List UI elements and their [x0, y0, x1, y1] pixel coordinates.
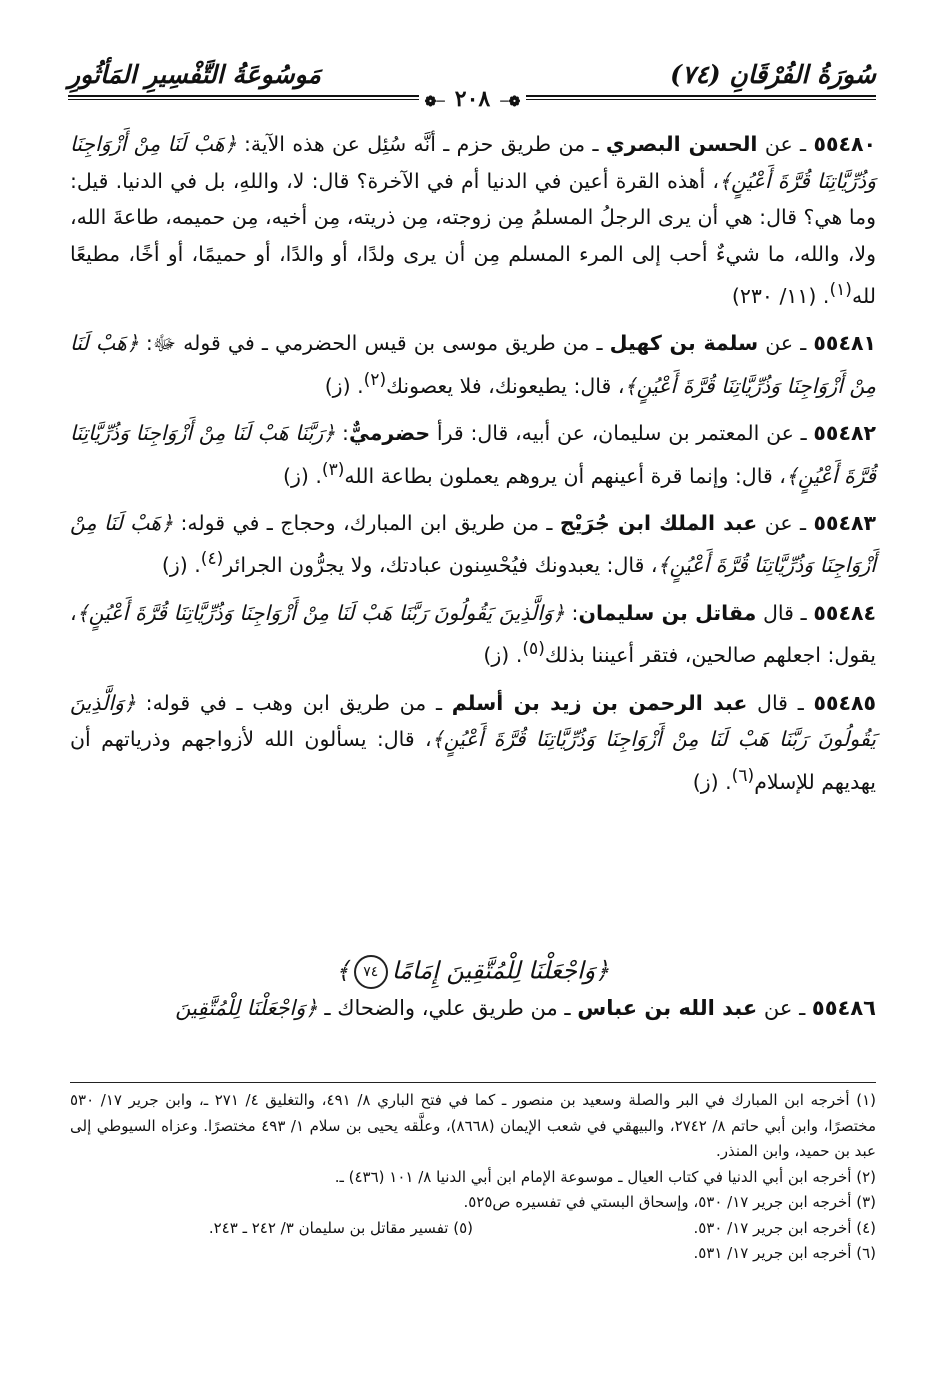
page-number: ٢٠٨: [451, 86, 494, 112]
quran-quote: ﴿هَبْ لَنَا مِنْ أَزْوَاجِنَا وَذُرِّيَّاتِنَا قُرَّةَ أَعْيُنٍ﴾: [70, 510, 876, 578]
entry-text: ـ عن: [757, 996, 812, 1020]
narrator-name: عبد الرحمن بن زيد بن أسلم: [451, 690, 748, 715]
entry-text: ، يقول: اجعلهم صالحين، فتقر أعيننا بذلك: [70, 600, 876, 668]
footnote: (٤) أخرجه ابن جرير ١٧/ ٥٣٠.: [693, 1218, 876, 1237]
footnote-ref[interactable]: (٤): [200, 549, 224, 570]
narration-entry: [70, 325, 876, 404]
narrator-name: عبد الله بن عباس: [577, 996, 758, 1020]
narrator-name: حضرميٌّ: [348, 421, 431, 446]
narration-entry: [70, 415, 876, 494]
footnote: (١) أخرجه ابن المبارك في البر والصلة وسعيد بن منصور ـ كما في فتح الباري ٨/ ٤٩١، والتغليق ٤/ ٢٧١ ـ، وابن جرير ١٧/ ٥٣٠ مختصرًا، وابن أبي حاتم ٨/ ٢٧٤٢، والبيهقي في شعب الإيمان (٨٦٦٨)، وعلَّقه يحيى بن سلام ١/ ٤٩٣ مختصرًا. وعزاه السيوطي إلى عبد بن حميد، وابن المنذر.: [70, 1091, 877, 1160]
narration-entry: [70, 126, 876, 314]
ornament-left-icon: ─❁: [419, 94, 451, 110]
entry-tail: . (ز): [282, 463, 322, 488]
page-number-block: [0, 86, 945, 112]
footnote-ref[interactable]: (٥): [522, 639, 545, 660]
entry-number: ٥٥٤٨١: [813, 331, 876, 356]
entry-number: ٥٥٤٨٣: [813, 510, 877, 535]
ayah-text: وَاجْعَلْنَا لِلْمُتَّقِينَ إِمَامًا: [391, 956, 596, 985]
entry-text: ـ قال: [747, 690, 814, 715]
footnote: (٢) أخرجه ابن أبي الدنيا في كتاب العيال ـ موسوعة الإمام ابن أبي الدنيا ٨/ ١٠١ (٤٣٦) ـ.: [334, 1167, 876, 1186]
entry-number: ٥٥٤٨٠: [813, 132, 876, 156]
quran-quote: ﴿هَبْ لَنَا مِنْ أَزْوَاجِنَا وَذُرِّيَّاتِنَا قُرَّةَ أَعْيُنٍ﴾: [70, 132, 876, 193]
footnote-ref[interactable]: (٦): [731, 765, 755, 786]
entry-number: ٥٥٤٨٢: [813, 421, 876, 446]
entry-text: ـ من طريق حزم ـ أنَّه سُئِل عن هذه الآية:: [236, 132, 606, 156]
ayah-bracket-open: ﴿: [595, 956, 610, 985]
footnotes: [70, 1088, 876, 1267]
entry-text: ـ عن المعتمر بن سليمان، عن أبيه، قال: قرأ: [430, 421, 814, 446]
footnote-rule: [70, 1082, 876, 1083]
entry-text: ، قال: وإنما قرة أعينهم أن يروهم يعملون بطاعة الله: [344, 463, 786, 488]
ayah-number-icon: ٧٤: [354, 955, 388, 989]
narrator-name: الحسن البصري: [605, 132, 758, 156]
entry-text: :: [564, 600, 579, 625]
entry-text: ـ من طريق ابن وهب ـ في قوله:: [135, 690, 452, 715]
entry-text: ، أهذه القرة أعين في الدنيا أم في الآخرة؟ قال: لا، واللهِ، بل في الدنيا. قيل: وما هي؟ قال: هي أن يرى الرجلُ المسلمُ مِن زوجته، مِن ذريته، مِن أخيه، مِن حميمه، طاعةَ الله، ولا، والله، ما شيءٌ أحب إلى المرء المسلم مِن أن يرى ولدًا، أو والدًا، أو حميمًا، أو أخًا، مطيعًا لله: [70, 168, 876, 308]
entry-text: ـ عن: [758, 331, 814, 356]
entry-text: ـ قال: [756, 600, 814, 625]
footnote: (٣) أخرجه ابن جرير ١٧/ ٥٣٠، وإسحاق البستي في تفسيره ص٥٢٥.: [463, 1193, 876, 1211]
footnote: (٥) تفسير مقاتل بن سليمان ٣/ ٢٤٢ ـ ٢٤٣.: [208, 1218, 473, 1237]
footnote-ref[interactable]: (٢): [363, 369, 387, 390]
quran-quote: ﴿هَبْ لَنَا مِنْ أَزْوَاجِنَا وَذُرِّيَّاتِنَا قُرَّةَ أَعْيُنٍ﴾: [70, 331, 876, 398]
ayah-bracket-close: ﴾: [335, 956, 350, 985]
quran-quote: ﴿وَالَّذِينَ يَقُولُونَ رَبَّنَا هَبْ لَنَا مِنْ أَزْوَاجِنَا وَذُرِّيَّاتِنَا قُرَّةَ أَعْيُنٍ﴾: [76, 600, 565, 625]
entry-number: ٥٥٤٨٦: [811, 996, 876, 1020]
footnote-ref[interactable]: (١): [829, 280, 852, 300]
quran-quote: ﴿وَالَّذِينَ يَقُولُونَ رَبَّنَا هَبْ لَنَا مِنْ أَزْوَاجِنَا وَذُرِّيَّاتِنَا قُرَّةَ أَعْيُنٍ﴾: [70, 690, 876, 752]
main-text: [70, 126, 876, 811]
entry-text: ـ عن: [757, 510, 814, 535]
entry-tail: . (ز): [324, 373, 364, 398]
entry-tail: . (ز): [161, 553, 201, 578]
entry-text: ـ عن: [757, 132, 814, 156]
quran-quote: ﴿رَبَّنَا هَبْ لَنَا مِنْ أَزْوَاجِنَا وَذُرِّيَّاتِنَا قُرَّةَ أَعْيُنٍ﴾: [70, 421, 876, 488]
narrator-name: سلمة بن كهيل: [609, 331, 759, 356]
entry-text: :: [335, 421, 349, 446]
footnote-row: [70, 1216, 876, 1242]
entry-text: ، قال: يطيعونك، فلا يعصونك: [386, 373, 625, 398]
entry-text: ، قال: يسألون الله لأزواجهم وذرياتهم أن يهديهم للإسلام: [70, 727, 876, 794]
entry-text: ـ من طريق علي، والضحاك ـ: [317, 996, 578, 1020]
entry-text: ـ من طريق موسى بن قيس الحضرمي ـ في قوله ﷻ:: [138, 331, 610, 356]
narrator-name: عبد الملك ابن جُرَيْج: [559, 510, 758, 535]
narration-entry: [70, 685, 876, 800]
narration-entry: [70, 505, 876, 584]
entry-text: ـ من طريق ابن المبارك، وحجاج ـ في قوله:: [173, 510, 560, 535]
book-title: مَوسُوعَةُ التَّفْسِيرِ المَأثُورِ: [68, 60, 321, 89]
entry-tail: . (ز): [483, 643, 523, 668]
entry-tail: . (ز): [692, 769, 732, 794]
ornament-right-icon: ❁─: [494, 94, 526, 110]
entry-number: ٥٥٤٨٥: [813, 690, 876, 715]
footnote-ref[interactable]: (٣): [321, 459, 345, 480]
ayah-heading: [0, 955, 945, 989]
footnote: (٦) أخرجه ابن جرير ١٧/ ٥٣١.: [693, 1244, 876, 1262]
narration-entry: [70, 595, 876, 674]
entry-tail: . (١١/ ٢٣٠): [731, 283, 830, 308]
quran-quote: ﴿وَاجْعَلْنَا لِلْمُتَّقِينَ: [175, 996, 318, 1020]
entry-number: ٥٥٤٨٤: [813, 600, 876, 625]
narrator-name: مقاتل بن سليمان: [578, 600, 757, 625]
narration-entry-continued: [70, 990, 876, 1026]
entry-text: ، قال: يعبدونك فيُحْسِنون عبادتك، ولا يجرُّون الجرائر: [223, 553, 658, 578]
surah-title: سُورَةُ الفُرْقَانِ (٧٤): [670, 60, 876, 89]
